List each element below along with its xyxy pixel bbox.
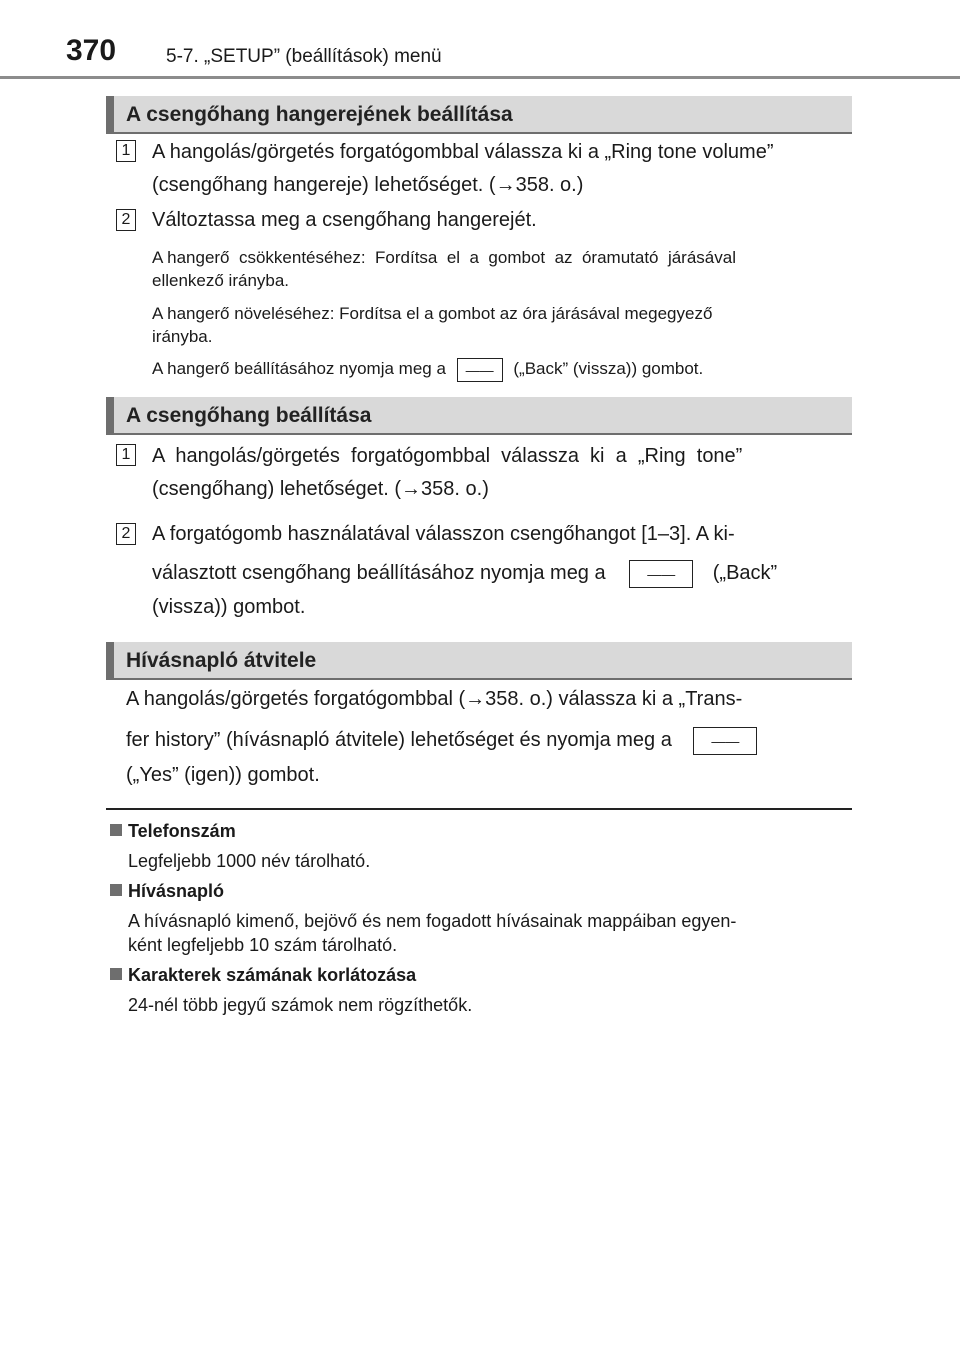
note-body: Legfeljebb 1000 név tárolható. (128, 851, 371, 871)
note-text: irányba. (152, 327, 213, 346)
body-text (126, 724, 757, 757)
step-number: 2 (116, 523, 136, 545)
note-text: A hangerő növeléséhez: Fordítsa el a gombot az óra járásával megegyező (152, 304, 713, 323)
step-text (152, 557, 777, 590)
section-header-ringtone-volume (106, 96, 852, 134)
yes-button-symbol: —— (693, 727, 757, 755)
note-title-text: Karakterek számának korlátozása (128, 965, 417, 985)
step-number: 1 (116, 140, 136, 162)
step-text: (csengőhang) lehetőséget. (→358. o.) (152, 478, 489, 500)
chapter-title: 5-7. „SETUP” (beállítások) menü (166, 46, 442, 67)
note-body: 24-nél több jegyű számok nem rögzíthetők. (128, 995, 473, 1015)
section-marker (106, 642, 114, 680)
body-text: A hangolás/görgetés forgatógombbal (→358. o.) válassza ki a „Trans- (126, 688, 743, 710)
section-title: Hívásnapló átvitele (126, 649, 317, 672)
note-text (152, 357, 703, 382)
section-header-ringtone (106, 397, 852, 435)
note-body: ként legfeljebb 10 szám tárolható. (128, 935, 398, 955)
section-title: A csengőhang hangerejének beállítása (126, 103, 513, 126)
step-text: A hangolás/görgetés forgatógombbal válassza ki a „Ring tone” (152, 445, 743, 467)
step-number: 2 (116, 209, 136, 231)
note-body: A hívásnapló kimenő, bejövő és nem fogadott hívásainak mappáiban egyen- (128, 911, 737, 931)
step-text: A forgatógomb használatával válasszon csengőhangot [1–3]. A ki- (152, 523, 735, 545)
note-text: ellenkező irányba. (152, 271, 290, 290)
note-title (110, 965, 416, 986)
section-header-history-transfer (106, 642, 852, 680)
notes-divider (106, 808, 852, 810)
note-text: A hangerő csökkentéséhez: Fordítsa el a gombot az óramutató járásával (152, 248, 736, 267)
note-text-post: („Back” (vissza)) gombot. (513, 359, 704, 378)
page-header (0, 0, 960, 80)
step-text: (csengőhang hangereje) lehetőséget. (→358. o.) (152, 174, 584, 196)
step-number: 1 (116, 444, 136, 466)
note-title (110, 821, 236, 842)
note-title (110, 881, 224, 902)
step-text-post: („Back” (712, 562, 778, 584)
body-text-pre: fer history” (hívásnapló átvitele) lehetőséget és nyomja meg a (126, 729, 672, 751)
header-rule (0, 76, 960, 79)
note-text-pre: A hangerő beállításához nyomja meg a (152, 359, 446, 378)
body-text: („Yes” (igen)) gombot. (126, 764, 320, 786)
section-marker (106, 397, 114, 435)
note-title-text: Telefonszám (128, 821, 236, 841)
section-marker (106, 96, 114, 134)
note-title-text: Hívásnapló (128, 881, 225, 901)
section-title: A csengőhang beállítása (126, 404, 372, 427)
step-text: A hangolás/görgetés forgatógombbal válassza ki a „Ring tone volume” (152, 141, 774, 163)
square-bullet-icon (110, 968, 122, 980)
square-bullet-icon (110, 884, 122, 896)
page-number: 370 (66, 34, 117, 67)
back-button-symbol: —— (629, 560, 693, 588)
square-bullet-icon (110, 824, 122, 836)
step-text: Változtassa meg a csengőhang hangerejét. (152, 209, 537, 231)
step-text: (vissza)) gombot. (152, 596, 306, 618)
step-text-pre: választott csengőhang beállításához nyomja meg a (152, 562, 606, 584)
back-button-symbol: —— (457, 358, 503, 382)
